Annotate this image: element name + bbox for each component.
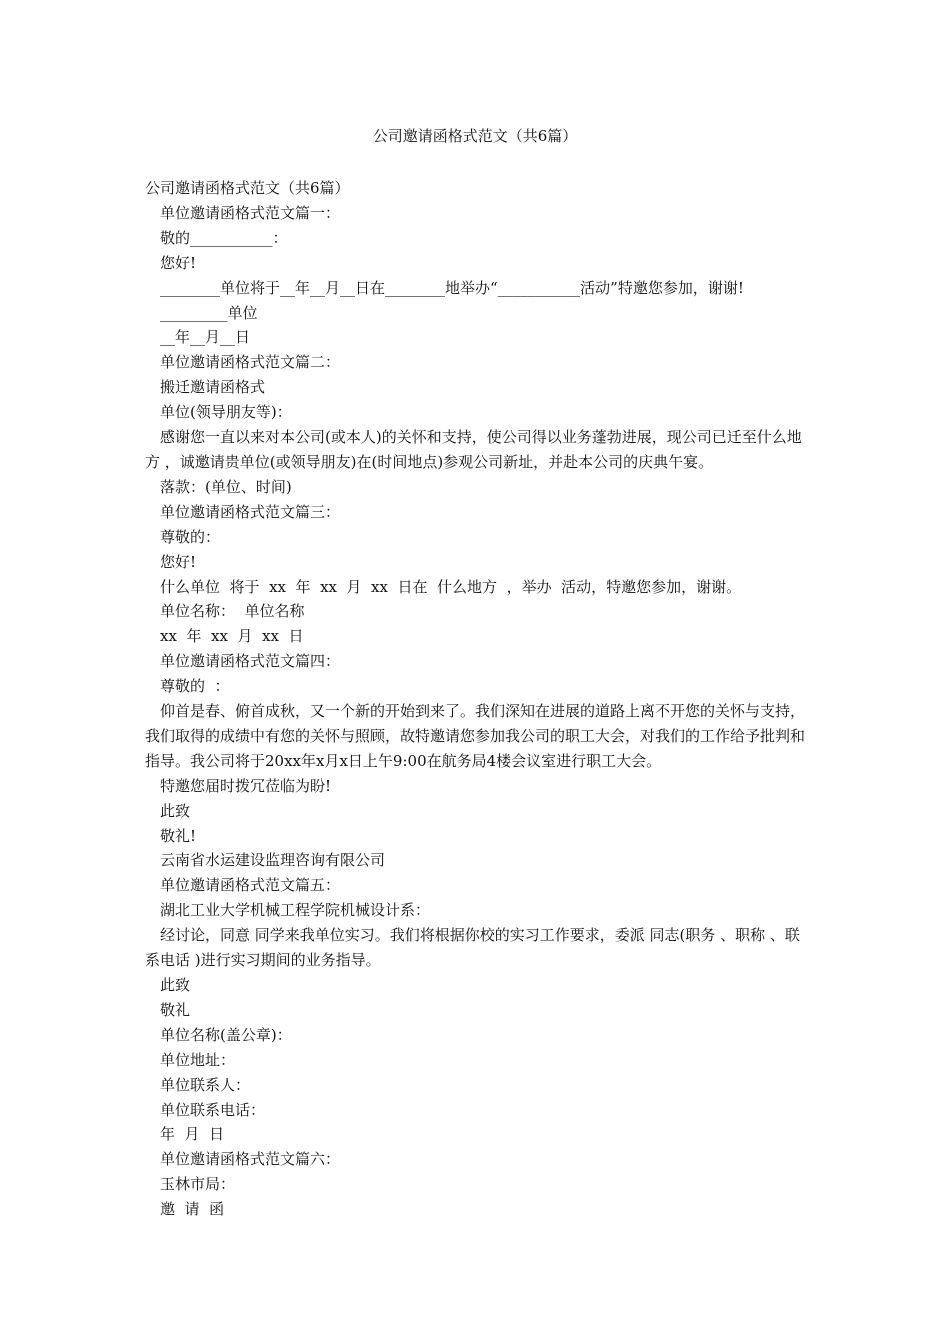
text-line: 单位邀请函格式范文篇一： bbox=[160, 203, 341, 222]
text-line: 特邀您届时拨冗莅临为盼! bbox=[160, 776, 332, 795]
text-line: 此致 bbox=[160, 976, 191, 994]
text-line: 单位名称： 单位名称 bbox=[160, 602, 305, 621]
document-body bbox=[145, 176, 810, 1222]
text-line: 尊敬的： bbox=[160, 527, 221, 546]
text-line: ________单位将于__年__月__日在________地举办“___________活动”特邀您参加，谢谢! bbox=[160, 278, 744, 297]
paragraph: 感谢您一直以来对本公司(或本人)的关怀和支持，使公司得以业务蓬勃进展，现公司已迁至什么地方 ，诚邀请贵单位(或领导朋友)在(时间地点)参观公司新址，并赴本公司的庆典午宴。 bbox=[145, 428, 802, 471]
text-line: 落款：(单位、时间) bbox=[160, 477, 292, 496]
paragraph: 仰首是春、俯首成秋，又一个新的开始到来了。我们深知在进展的道路上离不开您的关怀与支持，我们取得的成绩中有您的关怀与照顾，故特邀请您参加我公司的职工大会，对我们的工作给予批判和指导。我公司将于20xx年x月x日上午9:00在航务局4楼会议室进行职工大会。 bbox=[145, 702, 806, 770]
text-line: 尊敬的 ： bbox=[160, 677, 230, 696]
text-line: 敬礼! bbox=[160, 826, 197, 845]
text-line: 单位邀请函格式范文篇四： bbox=[160, 652, 341, 671]
text-line: 年 月 日 bbox=[160, 1125, 225, 1144]
text-line: 您好! bbox=[160, 552, 197, 571]
text-line: 公司邀请函格式范文（共6篇） bbox=[145, 179, 350, 197]
text-line: _________单位 bbox=[160, 303, 258, 322]
text-line: 单位联系电话： bbox=[160, 1100, 266, 1119]
text-line: 云南省水运建设监理咨询有限公司 bbox=[160, 851, 386, 870]
document-title: 公司邀请函格式范文（共6篇） bbox=[372, 127, 578, 145]
text-line: 敬礼 bbox=[160, 1000, 191, 1019]
text-line: 单位邀请函格式范文篇五： bbox=[160, 876, 341, 895]
text-line: 单位(领导朋友等)： bbox=[160, 403, 292, 422]
text-line: 玉林市局： bbox=[160, 1175, 236, 1194]
text-line: xx 年 xx 月 xx 日 bbox=[160, 627, 304, 646]
text-line: 什么单位 将于 xx 年 xx 月 xx 日在 什么地方 ，举办 活动，特邀您参加，谢谢。 bbox=[160, 577, 742, 596]
paragraph: 经讨论，同意 同学来我单位实习。我们将根据你校的实习工作要求，委派 同志(职务 、职称 、联系电话 )进行实习期间的业务指导。 bbox=[145, 926, 800, 970]
text-line: 单位地址： bbox=[160, 1050, 236, 1069]
text-line: 单位邀请函格式范文篇六： bbox=[160, 1150, 341, 1169]
text-line: 敬的___________： bbox=[160, 228, 288, 247]
text-line: 单位联系人： bbox=[160, 1075, 251, 1094]
text-line: 搬迁邀请函格式 bbox=[160, 378, 266, 397]
text-line: 单位邀请函格式范文篇三： bbox=[160, 502, 341, 521]
text-line: 此致 bbox=[160, 801, 191, 820]
text-line: 单位邀请函格式范文篇二： bbox=[160, 353, 341, 372]
text-line: 您好! bbox=[160, 253, 197, 272]
text-line: 邀 请 函 bbox=[160, 1200, 225, 1219]
text-line: 单位名称(盖公章)： bbox=[160, 1025, 292, 1044]
text-line: 湖北工业大学机械工程学院机械设计系： bbox=[160, 901, 431, 920]
text-line: __年__月__日 bbox=[160, 328, 251, 347]
